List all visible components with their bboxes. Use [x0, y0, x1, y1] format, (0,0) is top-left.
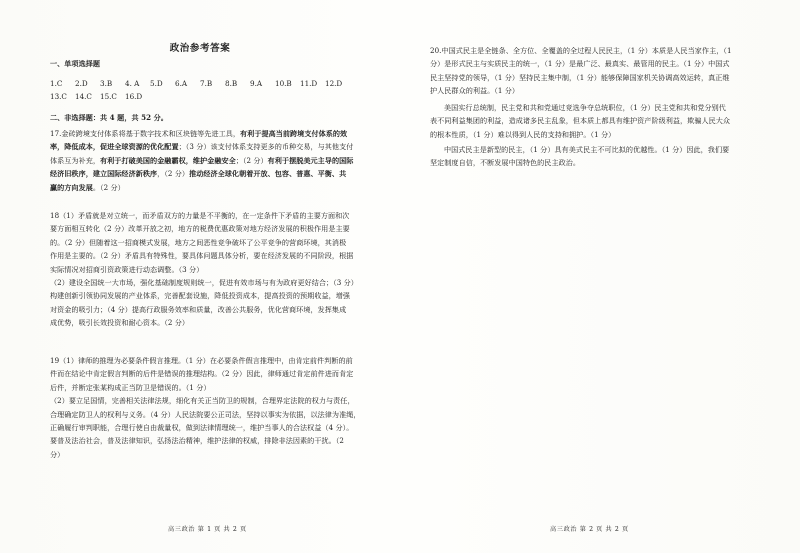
q20-line: 民主坚持党的领导，（1 分）坚持民主集中制，（1 分）能够保障国家机关协调高效运转，真正维 — [430, 72, 730, 82]
answer-item: 7.B — [200, 79, 213, 88]
page-footer: 高三政治 第 2 页 共 2 页 — [550, 526, 629, 533]
answer-item: 10.B — [275, 79, 292, 88]
q19-line: 合理确定防卫人的权利与义务。（4 分）人民法院要公正司法，坚持以事实为依据，以法律为准绳， — [50, 409, 361, 419]
answer-item: 9.A — [250, 79, 263, 88]
q19-line: 要普及法治社会，普及法律知识，弘扬法治精神，维护法律的权威，排除非法因素的干扰。（2 — [50, 436, 344, 446]
answer-item: 3.B — [100, 79, 113, 88]
q19-line: 分） — [50, 449, 65, 459]
q20-line: 坚定制度自信，不断发展中国特色的民主政治。 — [430, 158, 581, 168]
answer-item: 12.D — [325, 79, 343, 88]
section1-header: 一、单项选择题 — [50, 59, 101, 68]
q20-line: 美国实行总统制，民主党和共和党通过竞选争夺总统职位，（1 分）民主党和共和党分别代 — [444, 103, 726, 112]
q20-line: 20.中国式民主是全链条、全方位、全覆盖的全过程人民民主，（1 分）本质是人民当家作主，（1 — [430, 46, 732, 55]
q20-paragraph-2 — [430, 101, 780, 141]
q20-line: 护人民群众的利益。（1 分） — [430, 86, 520, 96]
q20-line: 分）是形式民主与实质民主的统一，（1 分）是最广泛、最真实、最管用的民主。（1 分）中国式 — [430, 59, 730, 69]
q18-line: 18（1）矛盾就是对立统一，而矛盾双方的力量是不平衡的，在一定条件下矛盾的主要方面和次 — [50, 211, 350, 220]
answer-item: 6.A — [175, 79, 188, 88]
q18-line: 成优势，吸引长效投资和耐心资本。（2 分） — [50, 318, 190, 328]
q17-answer: 17.金砖跨境支付体系将基于数字技术和区块链等先进工具，有利于提高当前跨境支付体系的效 率，降低成本，促进全球资源的优化配置；（3 分）该支付体系支持更多的币种交易，与其他支付 体系互为补充，有利于打破美国的金融霸权，维护金融安全；（2 分）有利于摆脱美元主导的国际 经济旧秩序，建立国际经济新秩序，（2 分）推动经济全球化朝着开放、包容、普惠、平衡、共 赢的方向发展。（2 分） — [50, 129, 354, 192]
q19-answer — [50, 354, 380, 461]
q19-line: 正确履行审判职能，合理行使自由裁量权，做到法律情理统一，维护当事人的合法权益（4 分）。 — [50, 423, 354, 433]
q18-line: 对资金的吸引力；（4 分）提高行政服务效率和质量，改善公共服务，优化营商环境，发挥集成 — [50, 304, 347, 314]
answer-item: 16.D — [125, 92, 143, 101]
answer-item: 11.D — [300, 79, 318, 88]
q19-line: 19（1）律师的推理为必要条件假言推理。（1 分）在必要条件假言推理中，由肯定前件判断的前 — [50, 356, 353, 365]
q20-answer — [430, 44, 780, 98]
q20-line: 的根本性质，（1 分）难以得到人民的支持和拥护。（1 分） — [430, 129, 616, 139]
answer-item: 13.C — [50, 92, 67, 101]
answers-row-1 — [50, 79, 350, 88]
q18-line: 实际情况对招商引资政策进行动态调整。（3 分） — [50, 264, 204, 274]
q18-line: （2）建设全国统一大市场，强化基础制度规则统一，促进有效市场与有为政府更好结合；（3 分） — [50, 278, 358, 288]
q19-line: （2）要立足国情，完善相关法律法规，细化有关正当防卫的规制，合理界定法院的权力与责任， — [50, 396, 355, 406]
answers-row-2 — [50, 92, 150, 101]
answer-item: 8.B — [225, 79, 238, 88]
answer-item: 1.C — [50, 79, 63, 88]
q20-paragraph-3 — [430, 143, 780, 170]
page-footer: 高三政治 第 1 页 共 2 页 — [168, 526, 247, 533]
q18-line: 作用是主要的。（2 分）矛盾具有特殊性，要具体问题具体分析，要在经济发展的不同阶段，根据 — [50, 251, 354, 261]
answer-item: 5.D — [150, 79, 163, 88]
q18-answer — [50, 209, 380, 330]
q19-line: 件而在结论中肯定假言判断的后件是错误的推理结构。（2 分）因此，律师通过肯定前件进而肯定 — [50, 369, 354, 379]
q19-line: 后件，并断定张某构成正当防卫是错误的。（1 分） — [50, 382, 211, 392]
answer-item: 2.D — [75, 79, 88, 88]
q18-line: 构建创新引领协同发展的产业体系，完善配套设施，降低投资成本，提高投资的预期收益，增强 — [50, 291, 351, 301]
section2-header: 二、非选择题：共 4 题，共 52 分。 — [50, 113, 168, 122]
answer-item: 14.C — [75, 92, 92, 101]
answer-item: 4. A — [125, 79, 140, 88]
q20-line: 中国式民主是新型的民主，（1 分）具有美式民主不可比拟的优越性。（1 分）因此，我们要 — [444, 145, 730, 154]
q20-line: 表不同利益集团的利益，造成诸多民主乱象，但本质上都具有维护资产阶级利益，欺骗人民大众 — [430, 116, 731, 126]
q18-line: 的。（2 分）但随着这一招商模式发展，地方之间恶性竞争破坏了公平竞争的营商环境，其消极 — [50, 237, 347, 247]
answer-item: 15.C — [100, 92, 117, 101]
q18-line: 要方面相互转化（2 分）改革开放之初，地方的税费优惠政策对地方经济发展的积极作用是主要 — [50, 224, 350, 234]
page-title: 政治参考答案 — [169, 43, 231, 54]
right-page — [400, 0, 800, 553]
